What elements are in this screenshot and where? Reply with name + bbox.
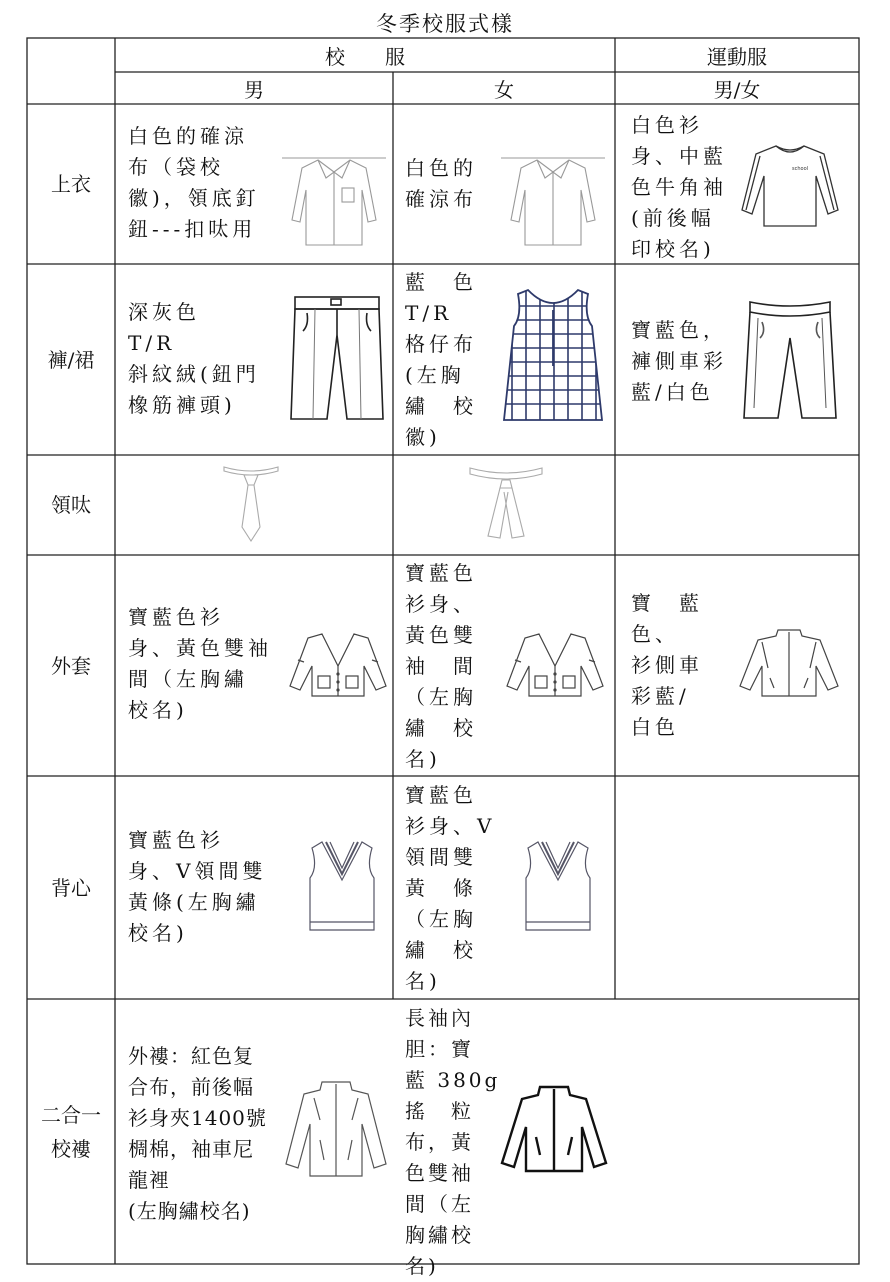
cardigan-female-desc: 寶藍色 衫身、 黃色雙 袖 間 （左胸 繡 校 名) [405,561,477,771]
collared-shirt-icon [282,150,386,250]
v-neck-vest-icon [522,838,594,934]
sports-top-desc: 白色衫 身、中藍 色牛角袖 (前後幅 印校名) [631,113,727,261]
necktie-icon [222,461,280,545]
coat-liner-desc: 長袖內 胆：寶 藍 380g 搖 粒 布，黃 色雙袖 間（左 胸繡校 名) [405,1006,501,1278]
row-label-shirt: 上衣 [51,172,91,196]
vest-male-desc: 寶藍色衫 身、V領間雙 黃條(左胸繡 校名) [128,828,267,945]
vest-female-desc: 寶藍色 衫身、V 領間雙 黃 條 （左胸 繡 校 名) [405,783,496,993]
cardigan-male-desc: 寶藍色衫 身、黃色雙袖 間（左胸繡 校名) [128,605,272,722]
header-female: 女 [494,77,514,102]
row-label-jacket: 外套 [51,653,91,678]
cardigan-icon [505,630,605,700]
trousers-male-desc: 深灰色 T/R 斜紋絨(鈕門 橡筋褲頭) [128,300,260,417]
header-unisex: 男/女 [713,77,761,102]
track-pants-desc: 寶藍色， 褲側車彩 藍/白色 [631,318,727,404]
padded-coat-icon [284,1080,388,1180]
trousers-icon [289,295,385,423]
page-title: 冬季校服式樣 [376,12,514,36]
sports-jersey-icon [740,140,840,230]
header-school-uniform: 校 服 [325,44,405,69]
track-pants-icon [742,298,838,422]
coat-outer-desc: 外褸：紅色复 合布，前後幅 衫身夾1400號 椆棉，袖車尼 龍裡 (左胸繡校名) [128,1044,267,1223]
plaid-pinafore-icon [500,286,606,426]
header-sports-uniform: 運動服 [707,44,767,69]
shirt-male-desc: 白色的確涼 布（袋校 徽)，領底釘 鈕---扣呔用 [128,124,260,241]
collared-shirt-icon [500,150,606,250]
cardigan-icon [288,630,388,700]
shirt-female-desc: 白色的 確涼布 [405,156,477,211]
row-label-two-in-one-coat: 二合一 校褸 [41,1102,101,1161]
v-neck-vest-icon [306,838,378,934]
cross-tie-icon [466,462,546,542]
fleece-liner-icon [500,1085,608,1175]
header-male: 男 [244,77,264,102]
svg-text:school: school [792,166,809,172]
row-label-trousers-skirt: 褲/裙 [47,347,95,372]
row-label-tie: 領呔 [51,493,91,517]
track-jacket-desc: 寶 藍 色、 衫側車 彩藍/ 白色 [631,591,703,739]
pinafore-female-desc: 藍 色 T/R 格仔布 (左胸 繡 校 徽) [405,270,477,449]
row-label-vest: 背心 [51,875,91,900]
track-jacket-icon [738,628,840,700]
